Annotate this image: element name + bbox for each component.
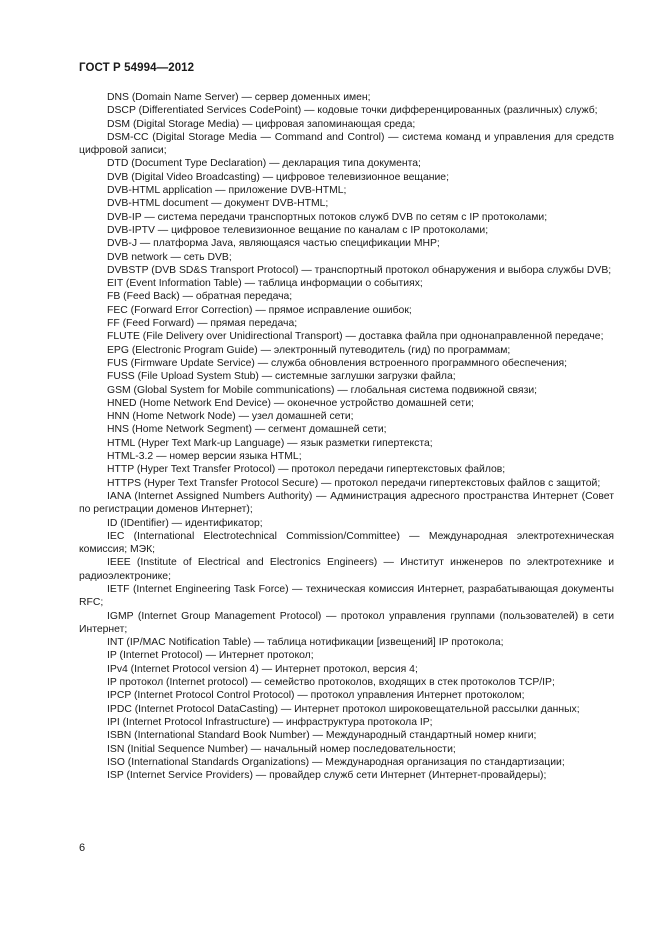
list-item: IGMP (Internet Group Management Protocol) — протокол управления группами (пользователей) в сети Интернет; [79,610,614,635]
list-item: EPG (Electronic Program Guide) — электронный путеводитель (гид) по программам; [107,344,511,356]
list-item: FF (Feed Forward) — прямая передача; [107,318,298,330]
list-item: IANA (Internet Assigned Numbers Authority) — Администрация адресного пространства Интернет (Совет по регистрации доменов Интернет); [79,490,614,516]
list-item: FUS (Firmware Update Service) — служба обновления встроенного программного обеспечения; [107,357,568,369]
list-item: FUSS (File Upload System Stub) — системные заглушки загрузки файла; [107,371,456,383]
list-item: ISBN (International Standard Book Number) — Международный стандартный номер книги; [107,730,537,742]
list-item: DVB-HTML application — приложение DVB-HTML; [107,185,347,197]
list-item: DVB-IP — система передачи транспортных потоков служб DVB по сетям с IP протоколами; [107,211,548,223]
list-item: IETF (Internet Engineering Task Force) — техническая комиссия Интернет, разрабатывающая документы RFC; [79,583,614,609]
list-item: FB (Feed Back) — обратная передача; [107,291,293,303]
list-item: ISN (Initial Sequence Number) — начальный номер последовательности; [107,743,456,755]
list-item: DSCP (Differentiated Services CodePoint) — кодовые точки дифференцированных (различных) служб; [107,105,598,117]
list-item: DNS (Domain Name Server) — сервер доменных имен; [107,92,371,103]
list-item: HTML-3.2 — номер версии языка HTML; [107,451,302,463]
list-item: HNS (Home Network Segment) — сегмент домашней сети; [107,424,387,436]
list-item: HNED (Home Network End Device) — оконечное устройство домашней сети; [107,397,474,409]
list-item: IEC (International Electrotechnical Commission/Committee) — Международная электротехническая комиссия; МЭК; [79,530,614,556]
list-item: ISO (International Standards Organizations) — Международная организация по стандартизации; [107,756,565,768]
list-item: DSM-CC (Digital Storage Media — Command and Control) — система команд и управления для средств цифровой записи; [79,131,614,157]
list-item: DVB-J — платформа Java, являющаяся частью спецификации MHP; [107,238,440,250]
list-item: HNN (Home Network Node) — узел домашней сети; [107,411,354,423]
list-item: ID (IDentifier) — идентификатор; [107,517,263,529]
page-number: 6 [79,842,86,854]
list-item: IPv4 (Internet Protocol version 4) — Интернет протокол, версия 4; [107,663,418,675]
list-item: DTD (Document Type Declaration) — декларация типа документа; [107,158,421,170]
list-item: IPI (Internet Protocol Infrastructure) — инфраструктура протокола IP; [107,716,433,728]
list-item: IPDC (Internet Protocol DataCasting) — Интернет протокол широковещательной рассылки данных; [107,703,580,715]
list-item: IEEE (Institute of Electrical and Electronics Engineers) — Институт инженеров по электротехнике и радиоэлектронике; [79,557,614,582]
list-item: GSM (Global System for Mobile communications) — глобальная система подвижной связи; [107,384,538,396]
abbreviations-list [79,91,614,782]
list-item: ISP (Internet Service Providers) — провайдер служб сети Интернет (Интернет-провайдеры); [107,770,547,782]
list-item: EIT (Event Information Table) — таблица информации о событиях; [107,278,423,290]
list-item: DSM (Digital Storage Media) — цифровая запоминающая среда; [107,118,416,130]
list-item: IP (Internet Protocol) — Интернет протокол; [107,650,314,662]
list-item: DVB-IPTV — цифровое телевизионное вещание по каналам с IP протоколами; [107,224,489,236]
list-item: DVBSTP (DVB SD&S Transport Protocol) — транспортный протокол обнаружения и выбора службы DVB; [107,264,612,276]
list-item: FLUTE (File Delivery over Unidirectional Transport) — доставка файла при однонаправленной передаче; [107,331,604,343]
list-item: HTTP (Hyper Text Transfer Protocol) — протокол передачи гипертекстовых файлов; [107,464,506,476]
document-header: ГОСТ Р 54994—2012 [79,62,195,74]
list-item: IPCP (Internet Protocol Control Protocol) — протокол управления Интернет протоколом; [107,690,525,702]
list-item: FEC (Forward Error Correction) — прямое исправление ошибок; [107,304,412,316]
list-item: IP протокол (Internet protocol) — семейство протоколов, входящих в стек протоколов TCP/IP; [107,677,555,689]
list-item: HTTPS (Hyper Text Transfer Protocol Secure) — протокол передачи гипертекстовых файлов с защитой; [107,477,601,489]
list-item: INT (IP/MAC Notification Table) — таблица нотификации [извещений] IP протокола; [107,637,504,649]
list-item: DVB network — сеть DVB; [107,251,232,263]
list-item: DVB (Digital Video Broadcasting) — цифровое телевизионное вещание; [107,171,449,183]
list-item: DVB-HTML document — документ DVB-HTML; [107,198,329,210]
list-item: HTML (Hyper Text Mark-up Language) — язык разметки гипертекста; [107,437,433,449]
